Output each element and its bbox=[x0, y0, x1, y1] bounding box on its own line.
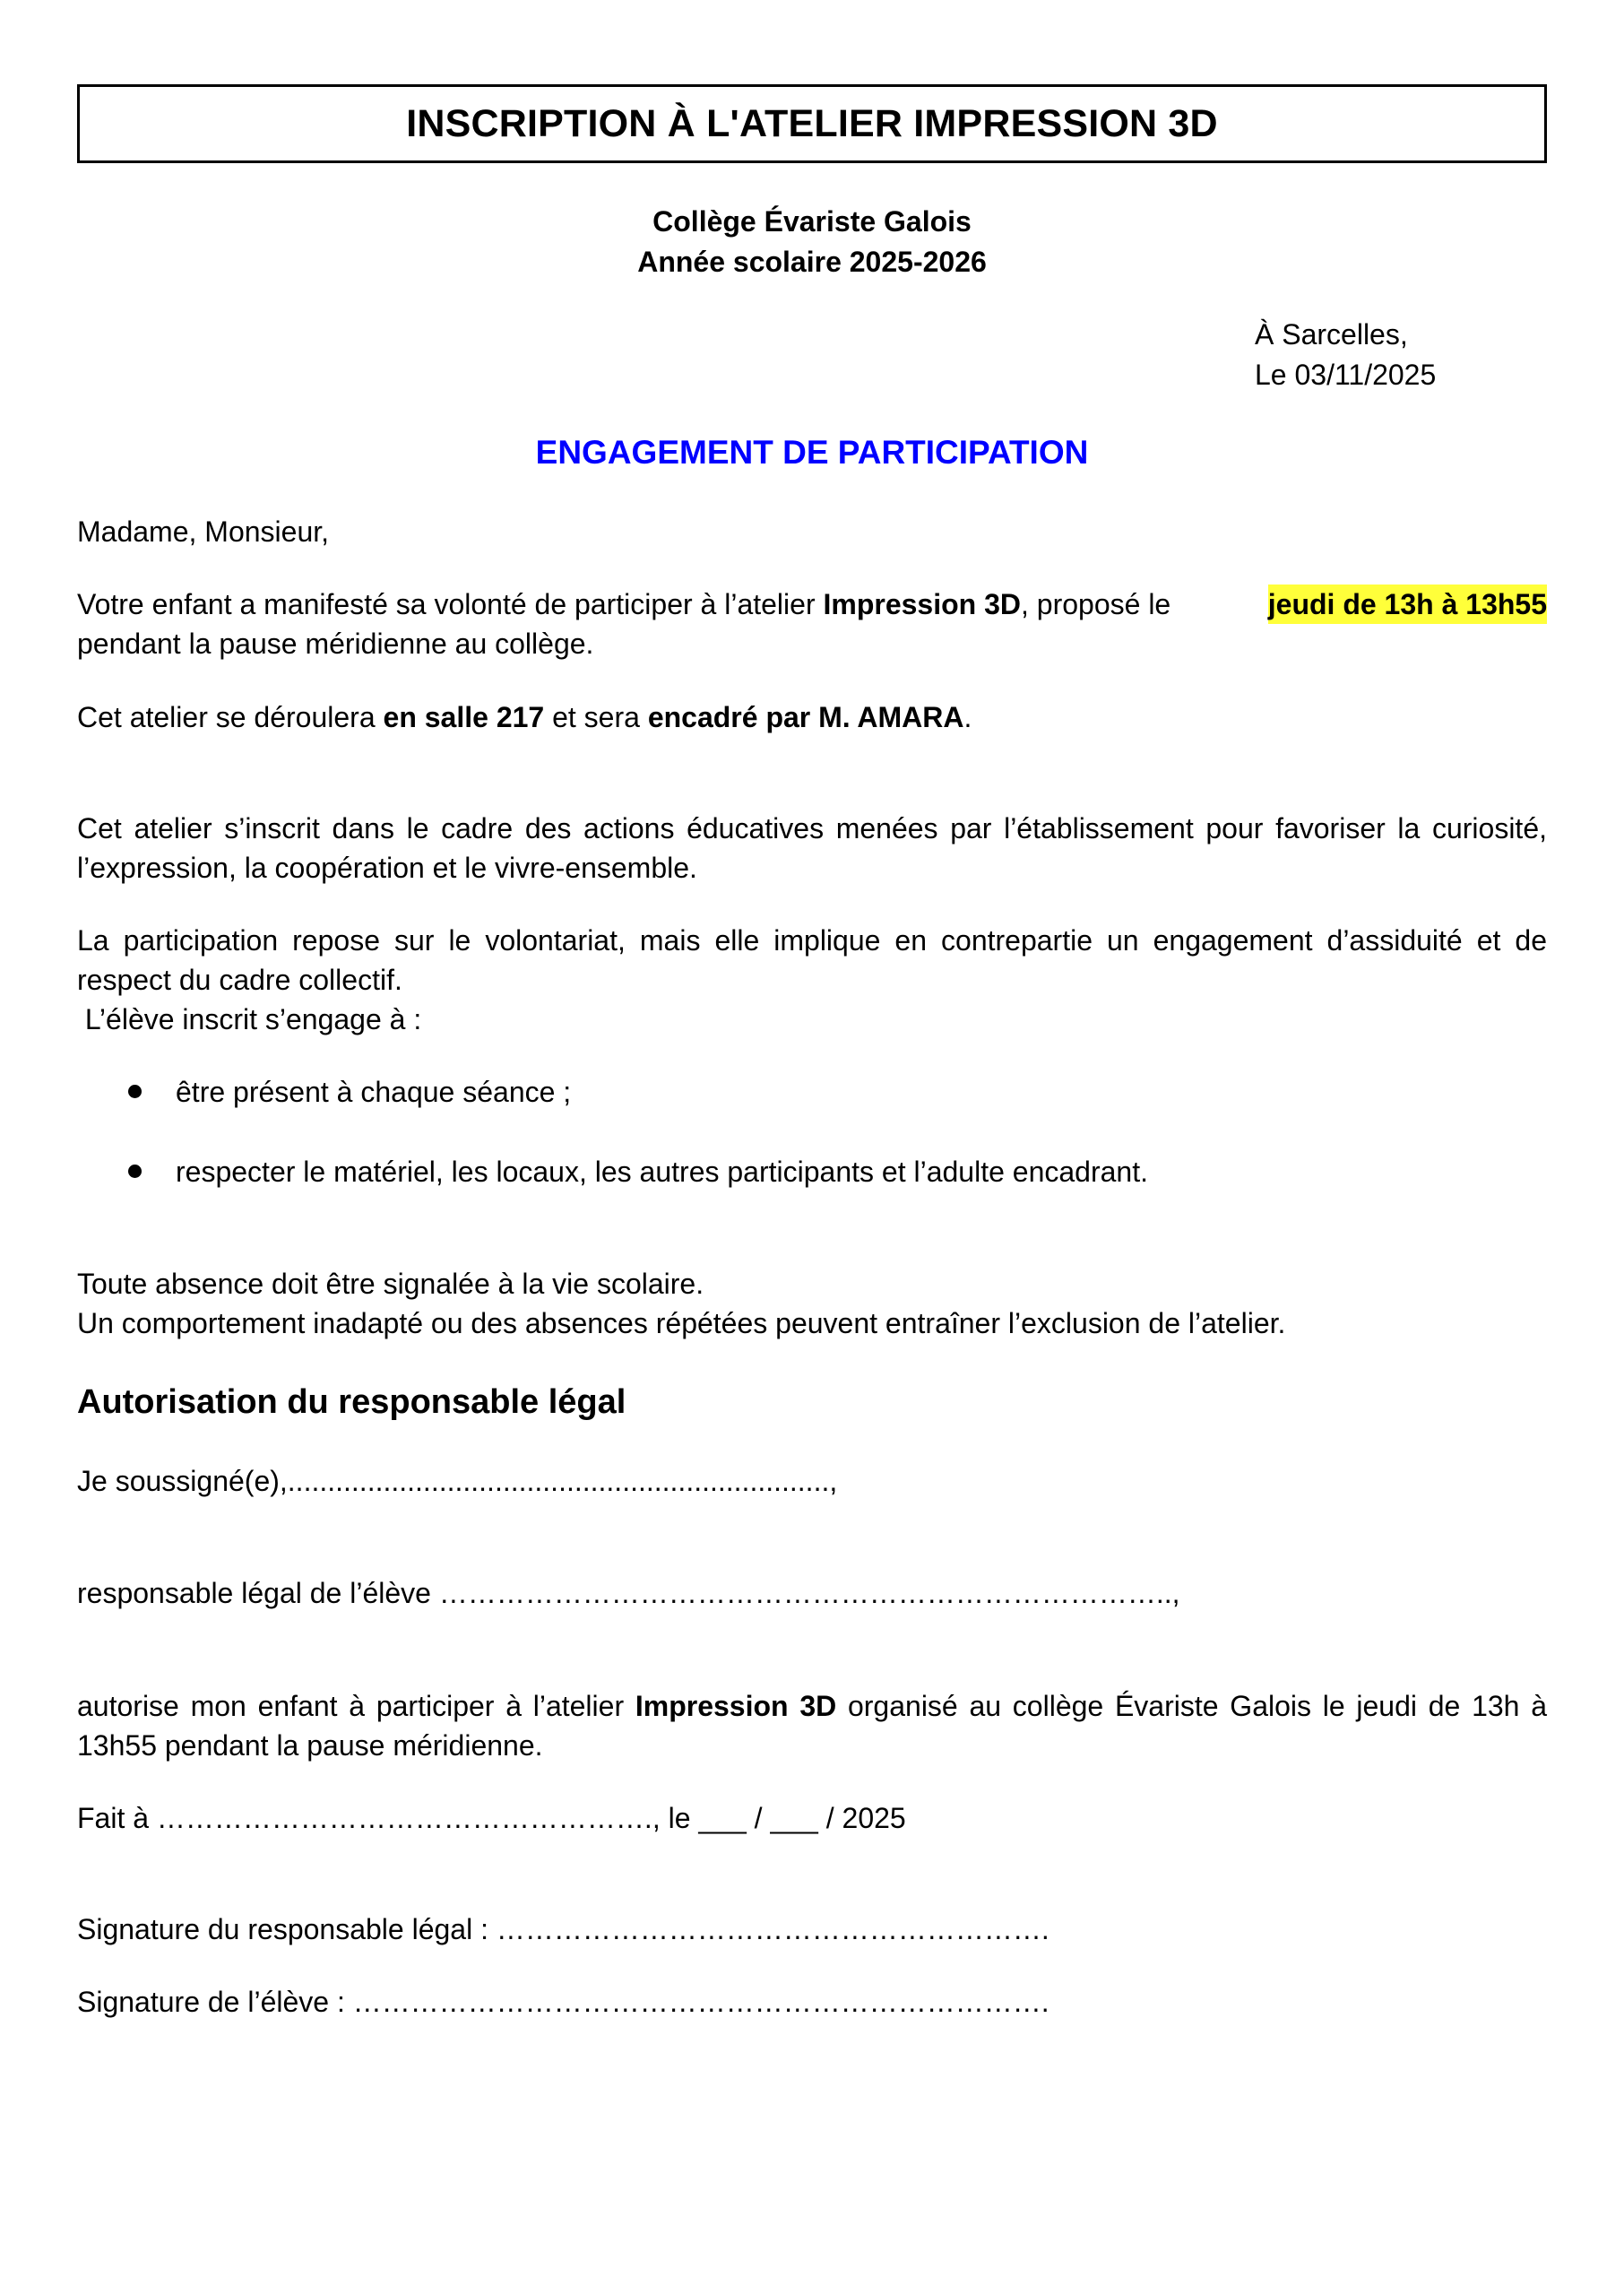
school-name: Collège Évariste Galois bbox=[652, 205, 972, 238]
paragraph-context: Cet atelier s’inscrit dans le cadre des actions éducatives menées par l’établissement pour favoriser la curiosité, l’expression, la coopération et le vivre-ensemble. bbox=[77, 812, 1547, 884]
guardian-signature-field[interactable]: Signature du responsable légal : …………………………………………………. bbox=[77, 1913, 1050, 1945]
authorization-statement: autorise mon enfant à participer à l’atelier Impression 3D organisé au collège Évariste Galois le jeudi de 13h à 13h55 pendant la pause méridienne. bbox=[77, 1690, 1548, 1762]
paragraph-location: Cet atelier se déroulera en salle 217 et sera encadré par M. AMARA. bbox=[77, 701, 972, 733]
commitment-item: être présent à chaque séance ; bbox=[77, 1072, 1547, 1112]
section-title: ENGAGEMENT DE PARTICIPATION bbox=[535, 434, 1089, 471]
school-year: Année scolaire 2025-2026 bbox=[637, 246, 987, 278]
salutation: Madame, Monsieur, bbox=[77, 515, 330, 548]
bullet-icon bbox=[128, 1085, 142, 1098]
document-title-box bbox=[77, 84, 1547, 163]
place-date-field[interactable]: Fait à ……………………………………………., le ___ / ___ / 2025 bbox=[77, 1802, 906, 1834]
date: Le 03/11/2025 bbox=[1255, 359, 1437, 391]
place: À Sarcelles, bbox=[1255, 318, 1408, 351]
paragraph-schedule: Votre enfant a manifesté sa volonté de participer à l’atelier Impression 3D, proposé le jeudi de 13h à 13h55 pendant la pause méridienne au collège. bbox=[77, 585, 1547, 663]
paragraph-commitment: La participation repose sur le volontariat, mais elle implique en contrepartie un engagement d’assiduité et de respect du cadre collectif. bbox=[77, 924, 1547, 996]
student-signature-field[interactable]: Signature de l’élève : ………………………………………………………………. bbox=[77, 1986, 1050, 2018]
workshop-name: Impression 3D bbox=[823, 588, 1021, 620]
room: en salle 217 bbox=[383, 701, 545, 733]
workshop-name: Impression 3D bbox=[635, 1690, 837, 1722]
supervisor: encadré par M. AMARA bbox=[647, 701, 964, 733]
commitment-item: respecter le matériel, les locaux, les autres participants et l’adulte encadrant. bbox=[77, 1152, 1547, 1191]
exclusion-notice: Un comportement inadapté ou des absences répétées peuvent entraîner l’exclusion de l’atelier. bbox=[77, 1307, 1286, 1339]
student-name-field[interactable]: responsable légal de l’élève ………………………………………………………………….., bbox=[77, 1577, 1180, 1609]
absence-notice: Toute absence doit être signalée à la vie scolaire. bbox=[77, 1268, 704, 1300]
commitment-intro: L’élève inscrit s’engage à : bbox=[77, 1003, 422, 1035]
schedule-highlight: jeudi de 13h à 13h55 bbox=[1268, 585, 1547, 624]
authorization-heading: Autorisation du responsable légal bbox=[77, 1383, 626, 1421]
document-title: INSCRIPTION À L'ATELIER IMPRESSION 3D bbox=[406, 101, 1218, 145]
bullet-icon bbox=[128, 1165, 142, 1178]
undersigned-field[interactable]: Je soussigné(e),...................................................................., bbox=[77, 1465, 838, 1497]
